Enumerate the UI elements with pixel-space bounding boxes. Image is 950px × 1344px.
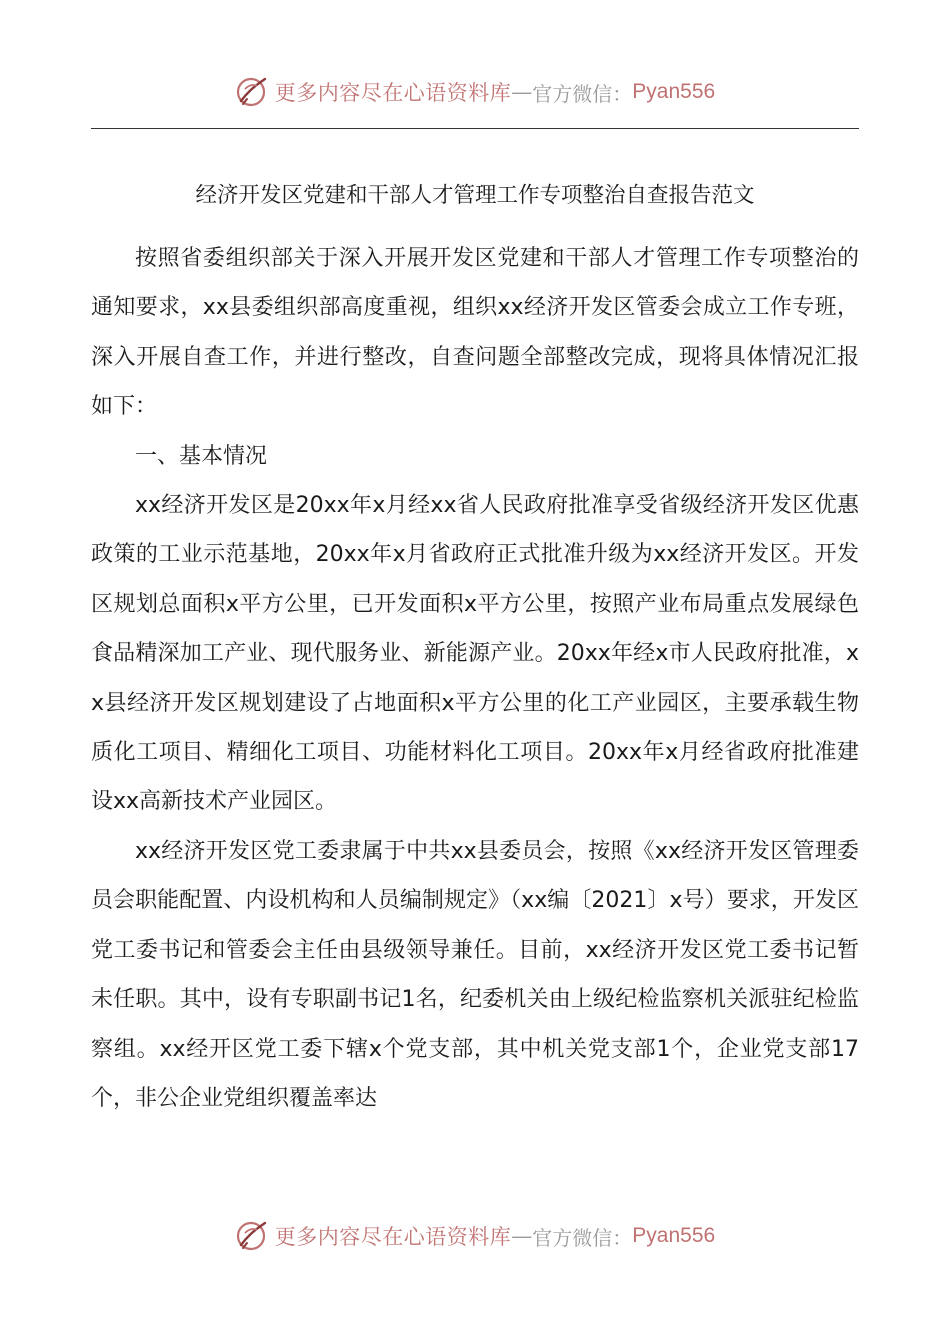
wechat-id: Pyan556 — [632, 1224, 716, 1247]
pen-logo-icon — [235, 75, 269, 109]
pen-logo-icon — [235, 1219, 269, 1253]
section-paragraph-2: xx经济开发区党工委隶属于中共xx县委员会，按照《xx经济开发区管理委员会职能配置、内设机构和人员编制规定》（xx编〔2021〕x号）要求，开发区党工委书记和管委会主任由县级领导兼任。目前，xx经济开发区党工委书记暂未任职。其中，设有专职副书记1名，纪委机关由上级纪检监察机关派驻纪检监察组。xx经开区党工委下辖x个党支部，其中机关党支部1个，企业党支部17个，非公企业党组织覆盖率达 — [91, 838, 859, 1111]
document-body — [91, 172, 859, 1123]
brand-separator: — — [511, 1224, 533, 1248]
brand-text: 更多内容尽在心语资料库 — [274, 81, 512, 105]
brand-separator: — — [511, 80, 533, 104]
intro-paragraph: 按照省委组织部关于深入开展开发区党建和干部人才管理工作专项整治的通知要求，xx县委组织部高度重视，组织xx经济开发区管委会成立工作专班，深入开展自查工作，并进行整改，自查问题全部整改完成，现将具体情况汇报如下： — [91, 246, 859, 420]
header-divider — [91, 128, 859, 129]
brand-text: 更多内容尽在心语资料库 — [274, 1225, 512, 1249]
footer-banner — [0, 1216, 950, 1256]
wechat-id: Pyan556 — [632, 80, 716, 103]
document-title: 经济开发区党建和干部人才管理工作专项整治自查报告范文 — [195, 183, 755, 208]
wechat-label: 官方微信： — [532, 81, 633, 106]
wechat-label: 官方微信： — [532, 1225, 633, 1250]
section-heading: 一、基本情况 — [135, 443, 268, 469]
header-banner — [0, 72, 950, 112]
section-paragraph-1: xx经济开发区是20xx年x月经xx省人民政府批准享受省级经济开发区优惠政策的工业示范基地，20xx年x月省政府正式批准升级为xx经济开发区。开发区规划总面积x平方公里，已开发面积x平方公里，按照产业布局重点发展绿色食品精深加工产业、现代服务业、新能源产业。20xx年经x市人民政府批准，xx县经济开发区规划建设了占地面积x平方公里的化工产业园区，主要承载生物质化工项目、精细化工项目、功能材料化工项目。20xx年x月经省政府批准建设xx高新技术产业园区。 — [91, 493, 859, 815]
